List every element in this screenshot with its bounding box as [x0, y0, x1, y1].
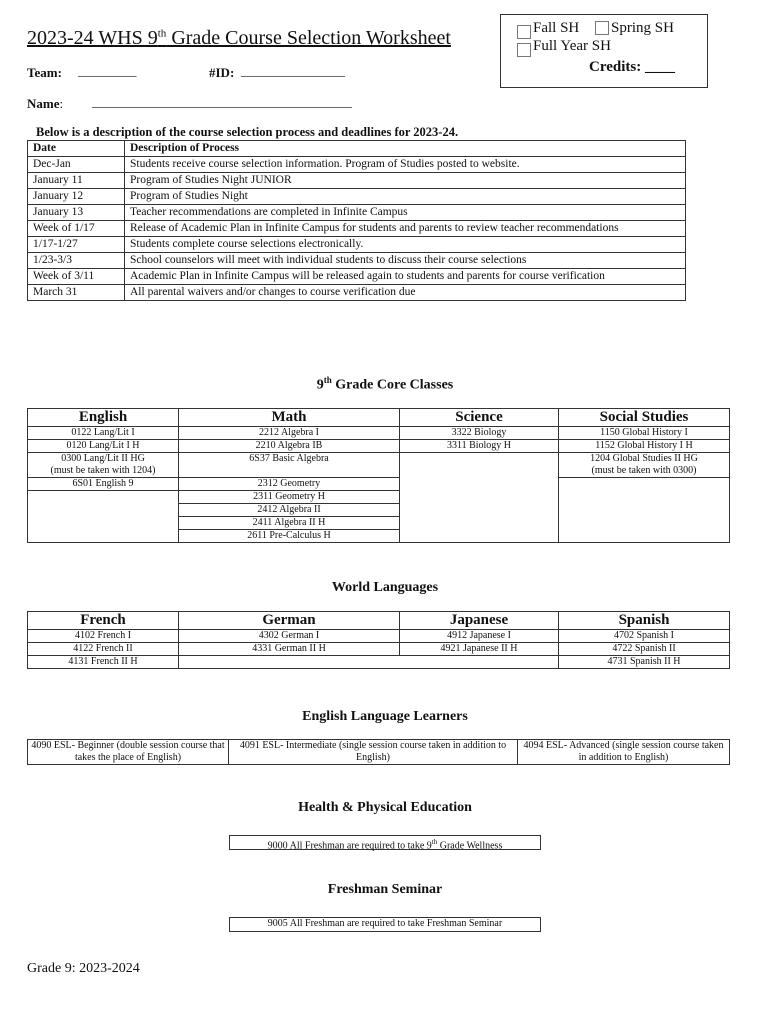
header-social-studies: Social Studies — [559, 409, 730, 427]
process-date: Week of 1/17 — [28, 221, 125, 237]
course-cell: 1204 Global Studies II HG (must be taken with 0300) — [559, 453, 730, 478]
course-cell: 1152 Global History I H — [559, 440, 730, 453]
process-table — [27, 140, 686, 301]
table-row — [28, 427, 730, 440]
table-row — [28, 157, 686, 173]
process-desc: Program of Studies Night — [125, 189, 686, 205]
empty-cell — [559, 478, 730, 543]
course-cell: 4122 French II — [28, 643, 179, 656]
course-cell: 4331 German II H — [179, 643, 400, 656]
health-title: Health & Physical Education — [298, 800, 472, 815]
core-classes-title: 9th Grade Core Classes — [316, 375, 454, 393]
table-row — [28, 253, 686, 269]
empty-cell — [400, 453, 559, 543]
process-desc: Academic Plan in Infinite Campus will be released again to students and parents for course verification — [125, 269, 686, 285]
process-intro: Below is a description of the course selection process and deadlines for 2023-24. — [36, 125, 459, 139]
fall-checkbox[interactable] — [517, 25, 531, 39]
course-cell: 2412 Algebra II — [179, 504, 400, 517]
process-date: January 11 — [28, 173, 125, 189]
table-row — [28, 440, 730, 453]
header-french: French — [28, 612, 179, 630]
header-japanese: Japanese — [400, 612, 559, 630]
course-cell: 4302 German I — [179, 630, 400, 643]
process-date: 1/23-3/3 — [28, 253, 125, 269]
ell-table — [27, 739, 730, 765]
table-row — [28, 453, 730, 478]
process-date: 1/17-1/27 — [28, 237, 125, 253]
page-title: 2023-24 WHS 9th Grade Course Selection Worksheet — [27, 27, 451, 49]
process-date: Dec-Jan — [28, 157, 125, 173]
id-field[interactable]: ________________ — [241, 63, 345, 78]
course-cell: 3322 Biology — [400, 427, 559, 440]
course-cell: 3311 Biology H — [400, 440, 559, 453]
course-cell: 0300 Lang/Lit II HG (must be taken with 1204) — [28, 453, 179, 478]
table-row — [28, 205, 686, 221]
course-cell: 4090 ESL- Beginner (double session course that takes the place of English) — [28, 740, 229, 765]
header-date: Date — [28, 141, 125, 157]
seminar-course: 9005 All Freshman are required to take Freshman Seminar — [229, 917, 541, 932]
course-cell: 2210 Algebra IB — [179, 440, 400, 453]
ell-title: English Language Learners — [302, 709, 468, 724]
header-description: Description of Process — [125, 141, 686, 157]
process-desc: Release of Academic Plan in Infinite Campus for students and parents to review teacher recommendations — [125, 221, 686, 237]
spring-label: Spring SH — [611, 20, 674, 36]
world-languages-title: World Languages — [331, 580, 439, 595]
table-row — [28, 269, 686, 285]
core-classes-table — [27, 408, 730, 543]
course-cell: 4702 Spanish I — [559, 630, 730, 643]
table-row — [28, 285, 686, 301]
table-row — [28, 221, 686, 237]
table-row — [28, 478, 730, 491]
course-cell: 4722 Spanish II — [559, 643, 730, 656]
empty-cell — [179, 656, 559, 669]
name-label: Name: — [27, 96, 64, 111]
course-cell: 4094 ESL- Advanced (single session course taken in addition to English) — [518, 740, 730, 765]
id-label: #ID: — [209, 65, 235, 80]
table-row — [28, 643, 730, 656]
table-row — [28, 656, 730, 669]
header-english: English — [28, 409, 179, 427]
course-cell: 4091 ESL- Intermediate (single session course taken in addition to English) — [229, 740, 518, 765]
header-spanish: Spanish — [559, 612, 730, 630]
process-date: January 13 — [28, 205, 125, 221]
full-year-checkbox[interactable] — [517, 43, 531, 57]
fall-label: Fall SH — [533, 20, 580, 36]
course-cell: 4102 French I — [28, 630, 179, 643]
empty-cell — [28, 491, 179, 543]
footer-text: Grade 9: 2023-2024 — [27, 961, 140, 976]
process-desc: All parental waivers and/or changes to course verification due — [125, 285, 686, 301]
course-cell: 2311 Geometry H — [179, 491, 400, 504]
name-field[interactable]: ________________________________________ — [92, 94, 352, 109]
full-year-label: Full Year SH — [533, 38, 611, 54]
team-field[interactable]: _________ — [78, 63, 137, 78]
process-date: March 31 — [28, 285, 125, 301]
health-course: 9000 All Freshman are required to take 9th Grade Wellness — [229, 835, 541, 850]
table-row — [28, 173, 686, 189]
table-row — [28, 189, 686, 205]
header-science: Science — [400, 409, 559, 427]
header-math: Math — [179, 409, 400, 427]
course-cell: 4131 French II H — [28, 656, 179, 669]
process-date: January 12 — [28, 189, 125, 205]
process-date: Week of 3/11 — [28, 269, 125, 285]
table-row — [28, 740, 730, 765]
course-cell: 2611 Pre-Calculus H — [179, 530, 400, 543]
course-cell: 6S37 Basic Algebra — [179, 453, 400, 478]
header-german: German — [179, 612, 400, 630]
table-row — [28, 141, 686, 157]
process-desc: Students complete course selections electronically. — [125, 237, 686, 253]
team-label: Team: — [27, 65, 62, 80]
world-languages-table — [27, 611, 730, 669]
table-row — [28, 630, 730, 643]
process-desc: Students receive course selection information. Program of Studies posted to website. — [125, 157, 686, 173]
course-cell: 2212 Algebra I — [179, 427, 400, 440]
process-desc: Teacher recommendations are completed in Infinite Campus — [125, 205, 686, 221]
course-cell: 4912 Japanese I — [400, 630, 559, 643]
credits-box — [500, 14, 708, 88]
seminar-title: Freshman Seminar — [327, 882, 443, 897]
process-desc: Program of Studies Night JUNIOR — [125, 173, 686, 189]
table-row — [28, 409, 730, 427]
course-cell: 0122 Lang/Lit I — [28, 427, 179, 440]
course-cell: 2312 Geometry — [179, 478, 400, 491]
course-cell: 4921 Japanese II H — [400, 643, 559, 656]
course-cell: 6S01 English 9 — [28, 478, 179, 491]
table-row — [28, 237, 686, 253]
course-cell: 0120 Lang/Lit I H — [28, 440, 179, 453]
course-cell: 1150 Global History I — [559, 427, 730, 440]
course-cell: 4731 Spanish II H — [559, 656, 730, 669]
course-cell: 2411 Algebra II H — [179, 517, 400, 530]
table-row — [28, 612, 730, 630]
spring-checkbox[interactable] — [595, 21, 609, 35]
process-desc: School counselors will meet with individual students to discuss their course selections — [125, 253, 686, 269]
credits-field[interactable]: Credits: ____ — [589, 59, 675, 75]
